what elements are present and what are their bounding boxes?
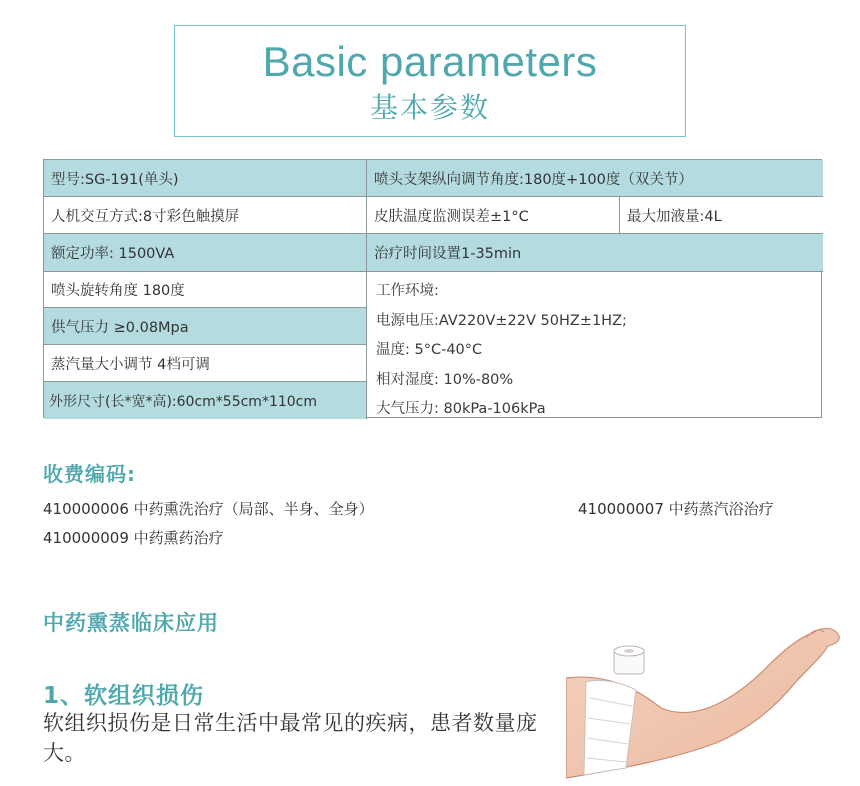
param-interaction: 人机交互方式:8寸彩色触摸屏 [44,197,367,234]
param-model: 型号:SG-191(单头) [44,160,367,197]
fee-item-410000007: 410000007 中药蒸汽浴治疗 [578,500,774,518]
env-humidity: 相对湿度: 10%-80% [376,371,514,388]
section-title-soft-tissue: 1、软组织损伤 [43,683,205,709]
param-max-liquid: 最大加液量:4L [620,197,823,234]
fee-code-title: 收费编码: [43,462,136,486]
param-skin-temp: 皮肤温度监测误差±1°C [367,197,620,234]
title-box [174,25,686,137]
param-nozzle-rotation: 喷头旋转角度 180度 [44,272,367,308]
env-temperature: 温度: 5°C-40°C [376,342,483,358]
param-steam-pressure: 供气压力 ≥0.08Mpa [44,308,367,345]
fee-item-410000009: 410000009 中药熏药治疗 [43,529,224,547]
env-pressure: 大气压力: 80kPa-106kPa [376,401,546,417]
env-power: 电源电压:AV220V±22V 50HZ±1HZ; [376,312,627,329]
title-chinese: 基本参数 [369,91,490,124]
bandaged-arm-illustration [566,618,860,786]
section-text-soft-tissue: 软组织损伤是日常生活中最常见的疾病，患者数量庞大。 [43,711,538,765]
param-rated-power: 额定功率: 1500VA [44,234,367,272]
clinical-application-title: 中药熏蒸临床应用 [43,611,219,635]
param-dimensions: 外形尺寸(长*宽*高):60cm*55cm*110cm [44,382,367,419]
parameters-table [43,159,822,418]
title-english: Basic parameters [262,38,598,85]
env-title: 工作环境: [376,283,439,299]
param-environment [367,272,823,419]
param-steam-adjust: 蒸汽量大小调节 4档可调 [44,345,367,382]
param-treatment-time: 治疗时间设置1-35min [367,234,823,272]
fee-item-410000006: 410000006 中药熏洗治疗（局部、半身、全身） [43,500,374,518]
param-nozzle-angle: 喷头支架纵向调节角度:180度+100度（双关节） [367,160,823,197]
